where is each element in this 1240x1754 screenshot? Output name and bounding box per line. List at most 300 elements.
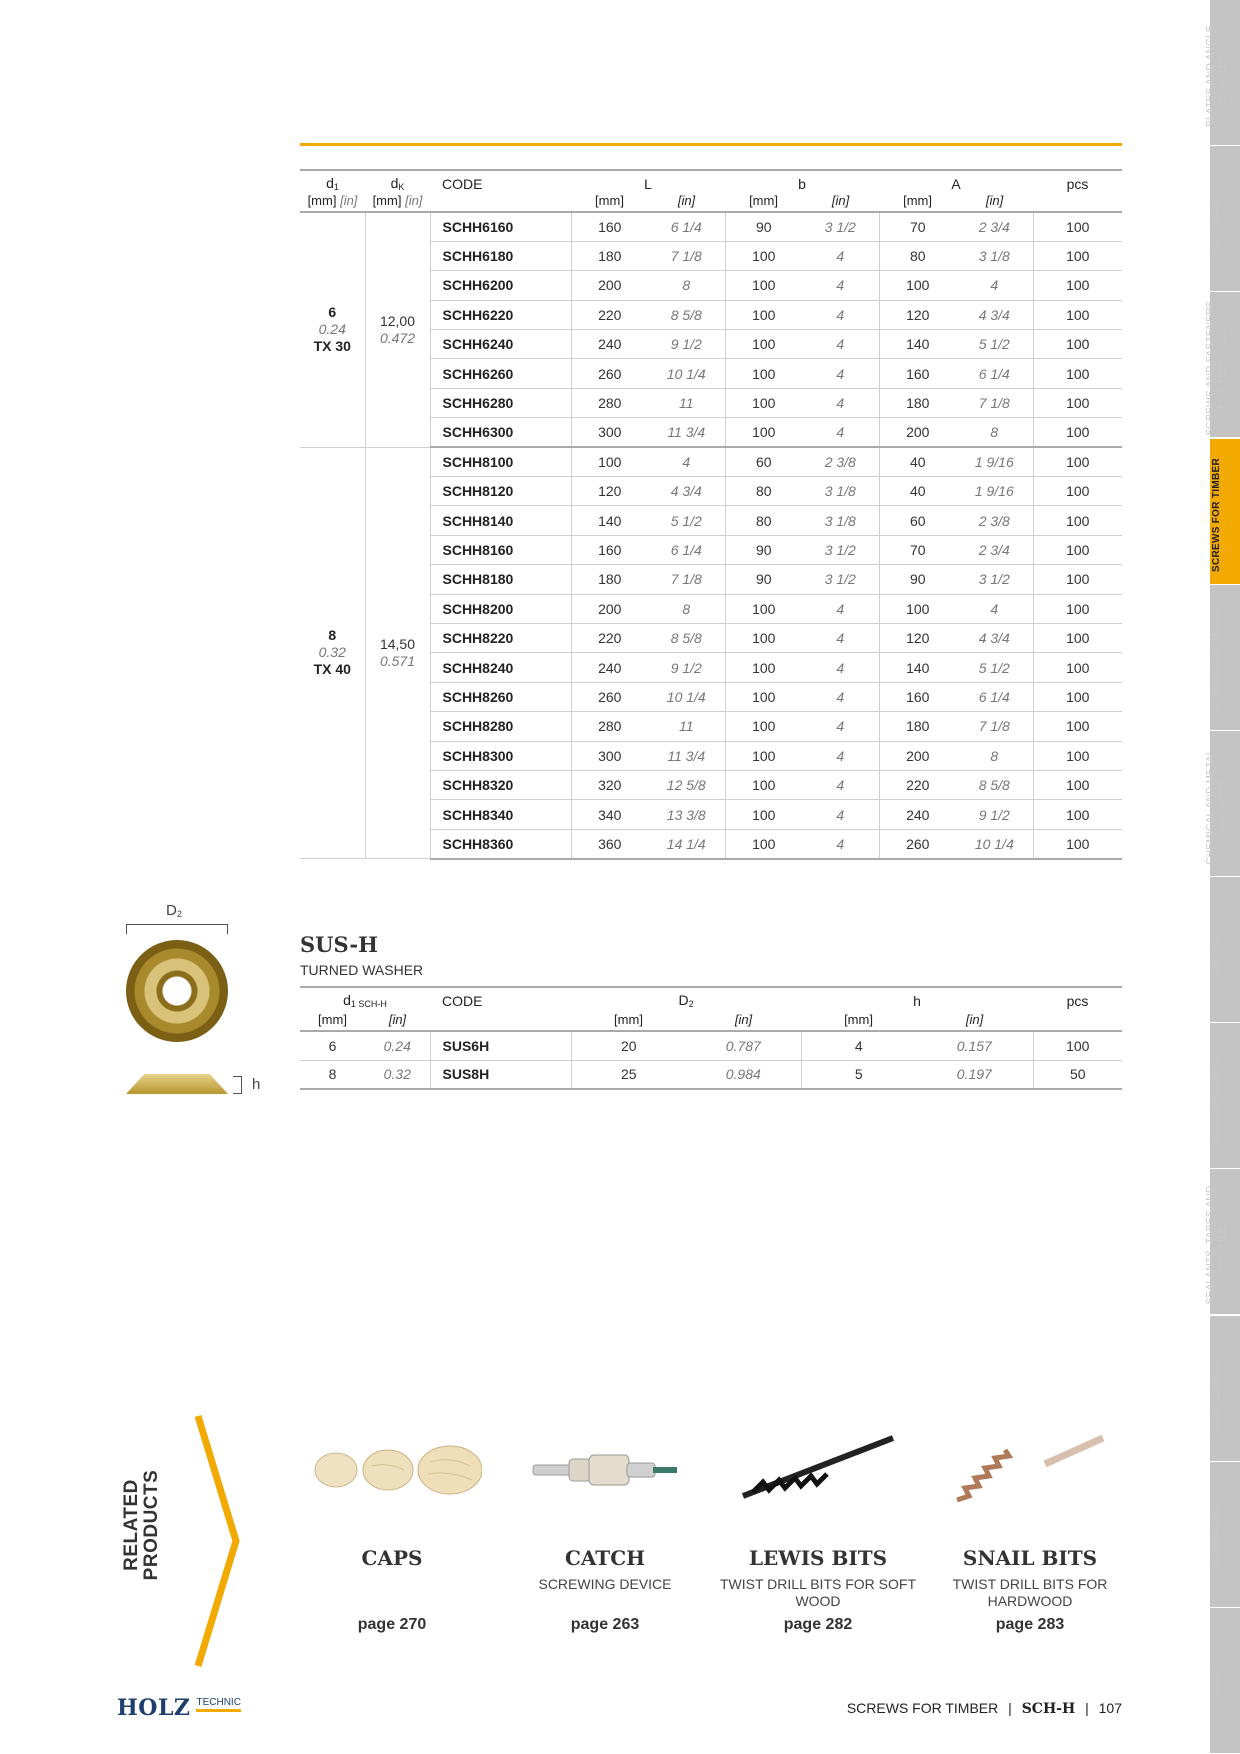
length-in-cell: 8 5/8	[648, 623, 725, 652]
length-mm-cell: 280	[571, 388, 648, 417]
h-dimension-bracket	[233, 1076, 242, 1094]
length-mm-cell: 320	[571, 770, 648, 799]
pcs-cell: 100	[1033, 477, 1122, 506]
dk-in: 0.571	[379, 652, 416, 669]
thread-in-cell: 4	[802, 682, 879, 711]
pcs-cell: 100	[1033, 565, 1122, 594]
product-page-link[interactable]: page 283	[995, 1616, 1065, 1633]
footer-section: SCREWS FOR TIMBER	[846, 1700, 999, 1716]
washer-header-row	[300, 987, 1122, 1009]
pcs-cell: 100	[1033, 712, 1122, 741]
header-dk: $d_K$	[365, 170, 430, 192]
thread-mm-cell: 80	[725, 506, 802, 535]
footer-product: SCH-H	[1021, 1701, 1076, 1717]
thread-in-cell: 4	[802, 770, 879, 799]
a-mm-cell: 40	[879, 447, 956, 476]
thread-mm-cell: 100	[725, 682, 802, 711]
length-mm-cell: 300	[571, 418, 648, 447]
thread-in-cell: 4	[802, 418, 879, 447]
d1-mm: 8	[328, 627, 337, 644]
table-row	[300, 1060, 1122, 1089]
snail-bit-icon	[930, 1420, 1130, 1520]
length-in-cell: 7 1/8	[648, 565, 725, 594]
length-mm-cell: 360	[571, 829, 648, 858]
length-in-cell: 9 1/2	[648, 653, 725, 682]
a-in-cell: 1 9/16	[956, 447, 1033, 476]
code-cell: SCHH8160	[430, 535, 571, 564]
a-in-cell: 3 1/2	[956, 565, 1033, 594]
a-mm-cell: 70	[879, 212, 956, 241]
a-mm-cell: 120	[879, 623, 956, 652]
code-cell: SCHH8280	[430, 712, 571, 741]
length-in-cell: 8 5/8	[648, 300, 725, 329]
header-d1: $d_1$	[300, 170, 365, 192]
thread-mm-cell: 100	[725, 741, 802, 770]
pcs-cell: 100	[1033, 388, 1122, 417]
pcs-cell: 100	[1033, 241, 1122, 270]
a-mm-cell: 160	[879, 682, 956, 711]
d1-cell	[300, 212, 365, 447]
page-number: 107	[1098, 1700, 1122, 1716]
thread-mm-cell: 100	[725, 712, 802, 741]
drive-type: TX 40	[313, 661, 351, 678]
thread-in-cell: 4	[802, 800, 879, 829]
length-in-cell: 6 1/4	[648, 212, 725, 241]
thread-mm-cell: 100	[725, 594, 802, 623]
a-in-cell: 3 1/8	[956, 241, 1033, 270]
length-mm-cell: 160	[571, 535, 648, 564]
washer-code-cell: SUS6H	[430, 1031, 571, 1060]
length-in-cell: 11 3/4	[648, 741, 725, 770]
washer-units-d2-in: [in]	[686, 1009, 801, 1031]
thread-mm-cell: 100	[725, 770, 802, 799]
washer-d1-mm-cell: 6	[300, 1031, 365, 1060]
thread-in-cell: 4	[802, 330, 879, 359]
a-in-cell: 8	[956, 741, 1033, 770]
code-cell: SCHH8360	[430, 829, 571, 858]
washer-d1-in-cell: 0.32	[365, 1060, 430, 1089]
units-d1: [mm] [in]	[300, 192, 365, 212]
wood-caps-icon	[292, 1420, 492, 1520]
code-cell: SCHH6200	[430, 271, 571, 300]
washer-d1-in-cell: 0.24	[365, 1031, 430, 1060]
accent-rule	[300, 143, 1122, 146]
header-length: L	[571, 170, 725, 192]
length-mm-cell: 220	[571, 623, 648, 652]
d1-in: 0.24	[318, 321, 346, 338]
length-mm-cell: 240	[571, 330, 648, 359]
washer-pcs-cell: 100	[1033, 1031, 1122, 1060]
thread-mm-cell: 100	[725, 418, 802, 447]
thread-in-cell: 4	[802, 300, 879, 329]
washer-header-d1: $d_{1 SCH-H}$	[300, 987, 430, 1009]
table-header-row	[300, 170, 1122, 192]
thread-mm-cell: 100	[725, 359, 802, 388]
section-tab-label: POST BASES	[1211, 189, 1222, 256]
product-name: LEWIS BITS	[748, 1546, 888, 1570]
d1-in: 0.32	[318, 644, 346, 661]
code-cell: SCHH8180	[430, 565, 571, 594]
washer-code-cell: SUS8H	[430, 1060, 571, 1089]
length-mm-cell: 220	[571, 300, 648, 329]
pcs-cell: 100	[1033, 212, 1122, 241]
a-mm-cell: 180	[879, 388, 956, 417]
length-in-cell: 14 1/4	[648, 829, 725, 858]
washer-side-view-icon	[126, 1074, 228, 1094]
product-page-link[interactable]: page 270	[357, 1616, 427, 1633]
thread-in-cell: 4	[802, 388, 879, 417]
thread-in-cell: 4	[802, 594, 879, 623]
thread-mm-cell: 60	[725, 447, 802, 476]
dk-cell	[365, 447, 430, 858]
pcs-cell: 100	[1033, 741, 1122, 770]
a-in-cell: 8	[956, 418, 1033, 447]
product-name: CATCH	[564, 1546, 646, 1570]
pcs-cell: 100	[1033, 800, 1122, 829]
a-in-cell: 2 3/4	[956, 535, 1033, 564]
washer-d2-mm-cell: 20	[571, 1031, 686, 1060]
length-in-cell: 11 3/4	[648, 418, 725, 447]
pcs-cell: 100	[1033, 506, 1122, 535]
thread-in-cell: 4	[802, 623, 879, 652]
thread-in-cell: 3 1/8	[802, 506, 879, 535]
product-desc	[292, 1576, 492, 1610]
screw-spec-table	[300, 169, 1122, 860]
product-page-link[interactable]: page 282	[783, 1616, 853, 1633]
units-l-mm: [mm]	[571, 192, 648, 212]
units-b-in: [in]	[802, 192, 879, 212]
washer-header-d2: $D_2$	[571, 987, 801, 1009]
pcs-cell: 100	[1033, 653, 1122, 682]
washer-d2-in-cell: 0.787	[686, 1031, 801, 1060]
code-cell: SCHH6300	[430, 418, 571, 447]
a-mm-cell: 140	[879, 330, 956, 359]
section-tab-label: SCREWS FOR TIMBER	[1211, 457, 1222, 572]
units-a-mm: [mm]	[879, 192, 956, 212]
length-in-cell: 8	[648, 271, 725, 300]
footer-separator: |	[1008, 1700, 1012, 1716]
thread-mm-cell: 100	[725, 388, 802, 417]
section-tab-label: TOOLS	[1211, 1666, 1222, 1702]
washer-pcs-cell: 50	[1033, 1060, 1122, 1089]
a-mm-cell: 60	[879, 506, 956, 535]
a-mm-cell: 120	[879, 300, 956, 329]
thread-mm-cell: 100	[725, 829, 802, 858]
a-in-cell: 4	[956, 271, 1033, 300]
a-mm-cell: 70	[879, 535, 956, 564]
washer-title: SUS-H	[300, 932, 378, 957]
a-in-cell: 4 3/4	[956, 623, 1033, 652]
code-cell: SCHH8200	[430, 594, 571, 623]
thread-mm-cell: 90	[725, 565, 802, 594]
code-cell: SCHH8320	[430, 770, 571, 799]
units-code	[430, 192, 571, 212]
pcs-cell: 100	[1033, 271, 1122, 300]
thread-in-cell: 2 3/8	[802, 447, 879, 476]
a-mm-cell: 140	[879, 653, 956, 682]
code-cell: SCHH6260	[430, 359, 571, 388]
pcs-cell: 100	[1033, 770, 1122, 799]
code-cell: SCHH8260	[430, 682, 571, 711]
product-desc: TWIST DRILL BITS FOR HARDWOOD	[952, 1576, 1108, 1609]
length-mm-cell: 120	[571, 477, 648, 506]
thread-in-cell: 4	[802, 271, 879, 300]
length-mm-cell: 200	[571, 594, 648, 623]
washer-h-mm-cell: 4	[801, 1031, 916, 1060]
length-mm-cell: 260	[571, 682, 648, 711]
section-tab-label: MEMBRANES	[1211, 1504, 1222, 1572]
a-in-cell: 7 1/8	[956, 388, 1033, 417]
thread-mm-cell: 90	[725, 535, 802, 564]
length-mm-cell: 240	[571, 653, 648, 682]
thread-in-cell: 4	[802, 741, 879, 770]
code-cell: SCHH8140	[430, 506, 571, 535]
length-mm-cell: 180	[571, 241, 648, 270]
length-mm-cell: 140	[571, 506, 648, 535]
pcs-cell: 100	[1033, 447, 1122, 476]
a-mm-cell: 240	[879, 800, 956, 829]
a-mm-cell: 160	[879, 359, 956, 388]
d1-mm: 6	[328, 304, 337, 321]
header-code: CODE	[430, 170, 571, 192]
code-cell: SCHH8240	[430, 653, 571, 682]
pcs-cell: 100	[1033, 330, 1122, 359]
length-mm-cell: 200	[571, 271, 648, 300]
thread-mm-cell: 80	[725, 477, 802, 506]
washer-d2-in-cell: 0.984	[686, 1060, 801, 1089]
table-row	[300, 212, 1122, 241]
thread-in-cell: 3 1/2	[802, 565, 879, 594]
a-in-cell: 8 5/8	[956, 770, 1033, 799]
section-tab-label: METRIC	[1211, 932, 1222, 974]
dk-cell	[365, 212, 430, 447]
length-mm-cell: 160	[571, 212, 648, 241]
section-tab-label: PLATES AND ANGLE BRACKETS	[1205, 25, 1228, 127]
page-footer	[847, 1700, 1122, 1717]
thread-in-cell: 4	[802, 653, 879, 682]
code-cell: SCHH6220	[430, 300, 571, 329]
washer-header-pcs: pcs	[1033, 987, 1122, 1009]
washer-units-h-in: [in]	[916, 1009, 1033, 1031]
length-in-cell: 6 1/4	[648, 535, 725, 564]
dk-mm: 12,00	[379, 312, 416, 329]
units-b-mm: [mm]	[725, 192, 802, 212]
thread-mm-cell: 100	[725, 330, 802, 359]
h-dimension-label: h	[252, 1076, 261, 1093]
washer-units-d1-mm: [mm]	[300, 1009, 365, 1031]
length-in-cell: 4 3/4	[648, 477, 725, 506]
thread-mm-cell: 90	[725, 212, 802, 241]
dk-in: 0.472	[379, 329, 416, 346]
code-cell: SCHH6280	[430, 388, 571, 417]
related-label-line2: PRODUCTS	[141, 1469, 162, 1581]
pcs-cell: 100	[1033, 359, 1122, 388]
pcs-cell: 100	[1033, 300, 1122, 329]
washer-header-h: h	[801, 987, 1033, 1009]
table-row	[300, 447, 1122, 476]
a-in-cell: 9 1/2	[956, 800, 1033, 829]
thread-in-cell: 3 1/2	[802, 212, 879, 241]
a-in-cell: 1 9/16	[956, 477, 1033, 506]
related-product-caps[interactable]	[292, 1420, 492, 1634]
a-mm-cell: 260	[879, 829, 956, 858]
length-in-cell: 11	[648, 712, 725, 741]
product-name: SNAIL BITS	[962, 1546, 1098, 1570]
logo-subtitle: TECHNIC	[196, 1697, 240, 1712]
thread-mm-cell: 100	[725, 800, 802, 829]
a-in-cell: 6 1/4	[956, 682, 1033, 711]
holz-technic-logo	[117, 1695, 241, 1721]
a-mm-cell: 80	[879, 241, 956, 270]
units-pcs	[1033, 192, 1122, 212]
pcs-cell: 100	[1033, 594, 1122, 623]
pcs-cell: 100	[1033, 829, 1122, 858]
a-mm-cell: 100	[879, 594, 956, 623]
dk-mm: 14,50	[379, 635, 416, 652]
washer-units-row	[300, 1009, 1122, 1031]
code-cell: SCHH8300	[430, 741, 571, 770]
related-label-line1: RELATED	[121, 1479, 142, 1571]
a-mm-cell: 90	[879, 565, 956, 594]
washer-top-view-icon	[126, 940, 228, 1042]
washer-units-d2-mm: [mm]	[571, 1009, 686, 1031]
a-mm-cell: 200	[879, 741, 956, 770]
product-name: CAPS	[361, 1546, 423, 1570]
thread-in-cell: 3 1/8	[802, 477, 879, 506]
washer-units-pcs	[1033, 1009, 1122, 1031]
header-a: A	[879, 170, 1033, 192]
a-in-cell: 2 3/8	[956, 506, 1033, 535]
catch-device-icon	[505, 1420, 705, 1520]
thread-in-cell: 3 1/2	[802, 535, 879, 564]
related-products-label	[122, 1460, 162, 1590]
a-mm-cell: 200	[879, 418, 956, 447]
washer-subtitle: TURNED WASHER	[300, 962, 424, 978]
washer-units-d1-in: [in]	[365, 1009, 430, 1031]
code-cell: SCHH8340	[430, 800, 571, 829]
pcs-cell: 100	[1033, 682, 1122, 711]
length-in-cell: 9 1/2	[648, 330, 725, 359]
a-in-cell: 2 3/4	[956, 212, 1033, 241]
code-cell: SCHH6240	[430, 330, 571, 359]
section-tab-label: SCREWS AND FASTENERS FOR TERRACES	[1205, 300, 1228, 437]
washer-h-mm-cell: 5	[801, 1060, 916, 1089]
length-in-cell: 10 1/4	[648, 359, 725, 388]
units-dk: [mm] [in]	[365, 192, 430, 212]
length-mm-cell: 180	[571, 565, 648, 594]
thread-mm-cell: 100	[725, 623, 802, 652]
logo-wordmark: HOLZ	[117, 1695, 191, 1721]
length-mm-cell: 100	[571, 447, 648, 476]
code-cell: SCHH6160	[430, 212, 571, 241]
code-cell: SCHH8220	[430, 623, 571, 652]
section-tab-label: CHEMICAL AND METAL ANCHORS	[1205, 749, 1228, 865]
related-product-lewis-bits[interactable]	[718, 1420, 918, 1634]
washer-spec-body	[300, 1031, 1122, 1089]
related-product-catch[interactable]	[505, 1420, 705, 1634]
thread-in-cell: 4	[802, 359, 879, 388]
header-pcs: pcs	[1033, 170, 1122, 192]
length-mm-cell: 340	[571, 800, 648, 829]
table-units-row	[300, 192, 1122, 212]
length-in-cell: 12 5/8	[648, 770, 725, 799]
pcs-cell: 100	[1033, 418, 1122, 447]
a-in-cell: 5 1/2	[956, 653, 1033, 682]
a-in-cell: 7 1/8	[956, 712, 1033, 741]
screw-spec-body	[300, 212, 1122, 859]
a-mm-cell: 100	[879, 271, 956, 300]
a-in-cell: 10 1/4	[956, 829, 1033, 858]
section-tab-label: SOUNDPROOFING	[1211, 1052, 1222, 1146]
washer-h-in-cell: 0.197	[916, 1060, 1033, 1089]
a-in-cell: 4 3/4	[956, 300, 1033, 329]
length-in-cell: 11	[648, 388, 725, 417]
thread-mm-cell: 100	[725, 271, 802, 300]
units-a-in: [in]	[956, 192, 1033, 212]
thread-mm-cell: 100	[725, 300, 802, 329]
washer-h-in-cell: 0.157	[916, 1031, 1033, 1060]
a-in-cell: 5 1/2	[956, 330, 1033, 359]
section-tabs	[1205, 0, 1240, 1754]
a-in-cell: 6 1/4	[956, 359, 1033, 388]
product-desc: TWIST DRILL BITS FOR SOFT WOOD	[719, 1576, 916, 1609]
washer-units-h-mm: [mm]	[801, 1009, 916, 1031]
code-cell: SCHH6180	[430, 241, 571, 270]
thread-in-cell: 4	[802, 241, 879, 270]
length-in-cell: 10 1/4	[648, 682, 725, 711]
washer-d1-mm-cell: 8	[300, 1060, 365, 1089]
length-mm-cell: 300	[571, 741, 648, 770]
length-in-cell: 4	[648, 447, 725, 476]
d1-cell	[300, 447, 365, 858]
footer-separator: |	[1085, 1700, 1089, 1716]
lewis-bit-icon	[718, 1420, 918, 1520]
header-thread: b	[725, 170, 879, 192]
product-page-link[interactable]: page 263	[570, 1616, 640, 1633]
length-in-cell: 7 1/8	[648, 241, 725, 270]
a-mm-cell: 220	[879, 770, 956, 799]
thread-in-cell: 4	[802, 712, 879, 741]
section-tab-label: SCREWS FOR METAL	[1211, 606, 1222, 715]
pcs-cell: 100	[1033, 535, 1122, 564]
product-desc: SCREWING DEVICE	[538, 1576, 672, 1592]
section-tab-label: SEALANTS, TAPES AND PROFILES	[1205, 1185, 1228, 1305]
chevron-right-icon	[192, 1414, 242, 1668]
related-product-snail-bits[interactable]	[930, 1420, 1130, 1634]
washer-d2-mm-cell: 25	[571, 1060, 686, 1089]
a-in-cell: 4	[956, 594, 1033, 623]
d2-dimension-label: $D_2$	[166, 902, 182, 919]
length-mm-cell: 280	[571, 712, 648, 741]
thread-mm-cell: 100	[725, 241, 802, 270]
a-mm-cell: 180	[879, 712, 956, 741]
drive-type: TX 30	[313, 338, 351, 355]
thread-mm-cell: 100	[725, 653, 802, 682]
length-mm-cell: 260	[571, 359, 648, 388]
washer-spec-table	[300, 986, 1122, 1090]
units-l-in: [in]	[648, 192, 725, 212]
d2-dimension-bracket	[126, 924, 228, 934]
length-in-cell: 13 3/8	[648, 800, 725, 829]
code-cell: SCHH8100	[430, 447, 571, 476]
washer-units-code	[430, 1009, 571, 1031]
thread-in-cell: 4	[802, 829, 879, 858]
length-in-cell: 8	[648, 594, 725, 623]
length-in-cell: 5 1/2	[648, 506, 725, 535]
washer-header-code: CODE	[430, 987, 571, 1009]
pcs-cell: 100	[1033, 623, 1122, 652]
a-mm-cell: 40	[879, 477, 956, 506]
